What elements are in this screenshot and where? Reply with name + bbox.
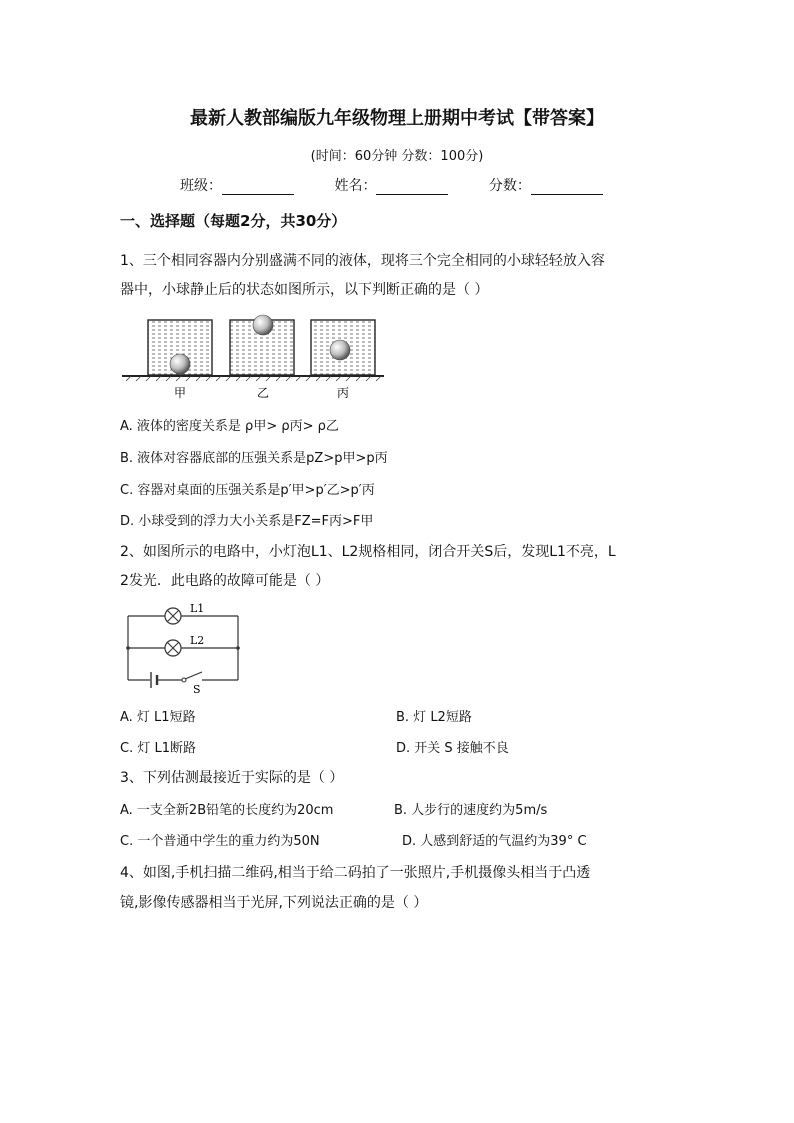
class-label: 班级：	[180, 178, 222, 194]
page-title: 最新人教部编版九年级物理上册期中考试【带答案】	[190, 108, 604, 129]
ball-jia	[170, 354, 190, 374]
q2-line1: 2、如图所示的电路中，小灯泡L1、L2规格相同，闭合开关S后，发现L1不亮，L	[120, 544, 616, 560]
lamp-l1-icon	[165, 608, 181, 624]
q3-option-a[interactable]: A. 一支全新2B铅笔的长度约为20cm	[120, 803, 334, 818]
class-blank[interactable]	[222, 180, 294, 195]
label-bing: 丙	[336, 386, 350, 400]
q3-option-b[interactable]: B. 人步行的速度约为5m/s	[394, 803, 548, 818]
q3-line1: 3、下列估测最接近于实际的是（ ）	[120, 770, 344, 786]
q1-option-c[interactable]: C. 容器对桌面的压强关系是p′甲>p′乙>p′丙	[120, 483, 375, 498]
ball-yi	[253, 315, 273, 335]
q1-containers-figure	[122, 312, 384, 402]
switch-icon	[182, 672, 202, 682]
name-label: 姓名：	[334, 178, 377, 194]
student-info-row	[180, 175, 639, 195]
junction-right	[236, 646, 240, 650]
label-yi: 乙	[256, 386, 270, 400]
lamp-l2-icon	[165, 640, 181, 656]
q4-line1: 4、如图,手机扫描二维码,相当于给二码拍了一张照片,手机摄像头相当于凸透	[120, 865, 591, 881]
label-l2: L2	[190, 634, 205, 647]
exam-subtitle: (时间：60分钟 分数：100分)	[310, 149, 484, 164]
q3-option-c[interactable]: C. 一个普通中学生的重力约为50N	[120, 834, 320, 849]
q2-option-a[interactable]: A. 灯 L1短路	[120, 710, 196, 725]
q2-line2: 2发光．此电路的故障可能是（ ）	[120, 573, 330, 589]
score-label: 分数：	[488, 178, 531, 194]
q1-line2: 器中，小球静止后的状态如图所示，以下判断正确的是（ ）	[120, 282, 489, 298]
section-heading: 一、选择题（每题2分，共30分）	[120, 212, 347, 230]
label-l1: L1	[190, 602, 205, 615]
q1-line1: 1、三个相同容器内分别盛满不同的液体，现将三个完全相同的小球轻轻放入容	[120, 253, 605, 269]
q2-option-d[interactable]: D. 开关 S 接触不良	[396, 741, 509, 756]
q2-circuit-figure	[122, 600, 246, 696]
label-jia: 甲	[173, 386, 187, 400]
q4-line2: 镜,影像传感器相当于光屏,下列说法正确的是（ ）	[120, 895, 428, 911]
junction-left	[126, 646, 130, 650]
score-blank[interactable]	[531, 180, 603, 195]
q3-option-d[interactable]: D. 人感到舒适的气温约为39° C	[402, 834, 587, 849]
ball-bing	[330, 340, 350, 360]
q1-option-d[interactable]: D. 小球受到的浮力大小关系是FZ=F丙>F甲	[120, 514, 374, 529]
q1-option-a[interactable]: A. 液体的密度关系是 ρ甲> ρ丙> ρ乙	[120, 419, 339, 434]
label-s: S	[193, 683, 201, 696]
q2-option-c[interactable]: C. 灯 L1断路	[120, 741, 196, 756]
q2-option-b[interactable]: B. 灯 L2短路	[396, 710, 472, 725]
battery-icon	[151, 672, 157, 688]
name-blank[interactable]	[376, 180, 448, 195]
q1-option-b[interactable]: B. 液体对容器底部的压强关系是pZ>p甲>p丙	[120, 451, 388, 466]
